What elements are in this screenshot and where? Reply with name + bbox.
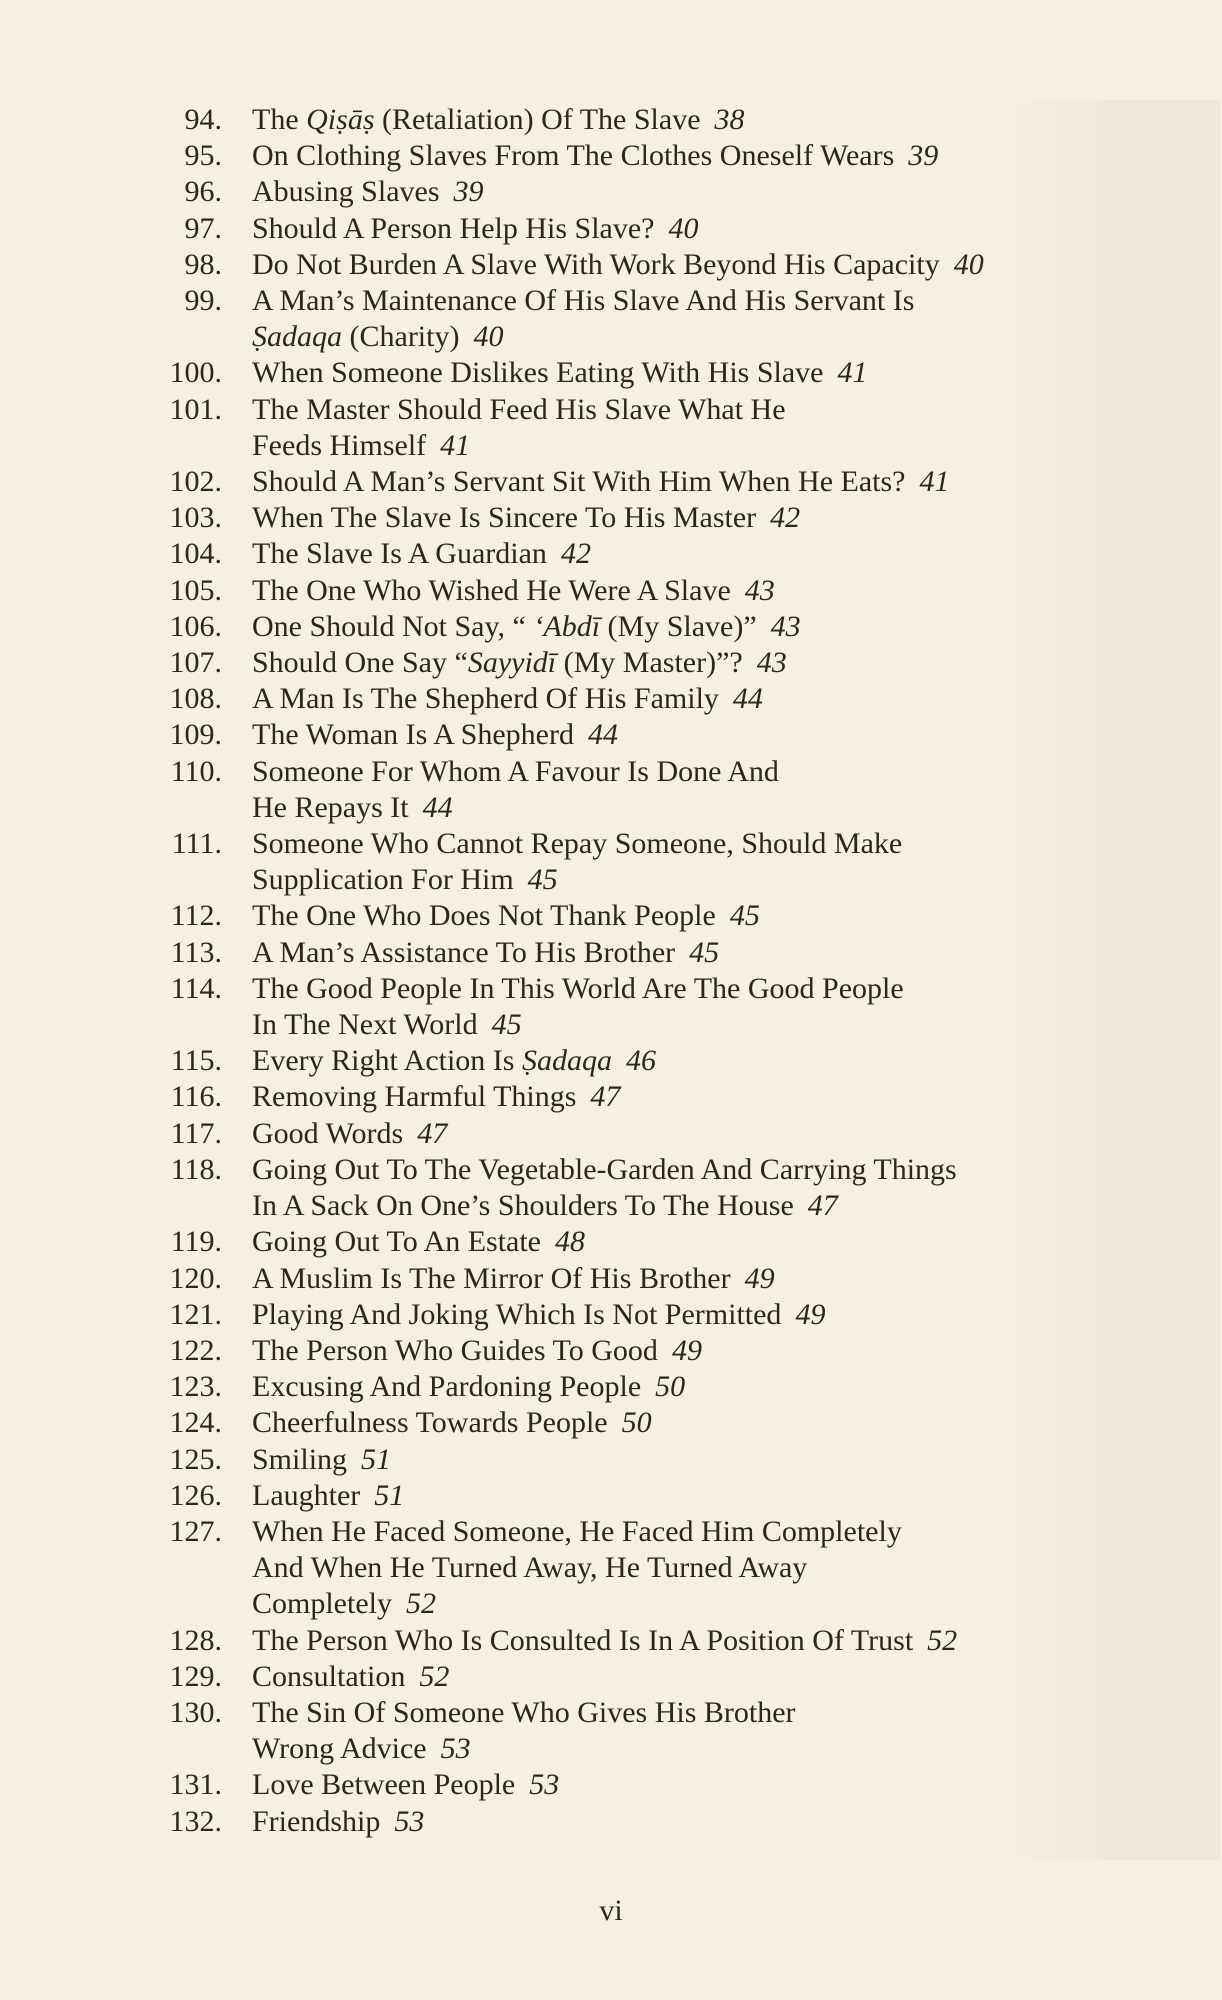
entry-number: 130.	[169, 1695, 222, 1729]
entry-title: Excusing And Pardoning People 50	[252, 1370, 686, 1404]
toc-entry	[0, 609, 1222, 645]
entry-page-number: 52	[419, 1659, 450, 1693]
entry-page-number: 40	[668, 211, 699, 245]
entry-number: 95.	[184, 139, 222, 173]
entry-page-number: 44	[732, 682, 763, 716]
toc-entry	[0, 1405, 1222, 1441]
entry-title: Friendship 53	[252, 1804, 425, 1838]
entry-title: Every Right Action Is Ṣadaqa 46	[252, 1044, 656, 1078]
entry-page-number: 52	[927, 1623, 958, 1657]
toc-entry	[0, 500, 1222, 536]
entry-page-number: 53	[440, 1732, 471, 1766]
toc-entry	[0, 573, 1222, 609]
entry-number: 131.	[169, 1768, 222, 1802]
entry-page-number: 49	[795, 1297, 826, 1331]
entry-page-number: 47	[417, 1116, 448, 1150]
entry-title: One Should Not Say, “ ‘Abdī (My Slave)” 43	[252, 609, 801, 643]
toc-entry	[0, 174, 1222, 210]
toc-entry	[0, 1659, 1222, 1695]
entry-title: Going Out To The Vegetable-Garden And Carrying Things In A Sack On One’s Shoulders To The House 47	[252, 1152, 957, 1223]
entry-page-number: 42	[770, 501, 801, 535]
entry-number: 125.	[169, 1442, 222, 1476]
entry-number: 119.	[170, 1225, 222, 1259]
toc-entry	[0, 1297, 1222, 1333]
entry-page-number: 43	[756, 646, 787, 680]
toc-entry	[0, 355, 1222, 391]
entry-page-number: 39	[453, 175, 484, 209]
toc-entry	[0, 392, 1222, 464]
entry-title: The Person Who Guides To Good 49	[252, 1333, 702, 1367]
entry-title: Love Between People 53	[252, 1768, 560, 1802]
entry-number: 127.	[169, 1514, 222, 1548]
entry-page-number: 50	[621, 1406, 652, 1440]
entry-page-number: 43	[770, 609, 801, 643]
toc-entry	[0, 247, 1222, 283]
entry-page-number: 52	[405, 1587, 436, 1621]
entry-title: The One Who Wished He Were A Slave 43	[252, 573, 775, 607]
entry-title: The Slave Is A Guardian 42	[252, 537, 591, 571]
toc-entry	[0, 1152, 1222, 1224]
entry-number: 115.	[170, 1044, 222, 1078]
entry-title: Smiling 51	[252, 1442, 392, 1476]
entry-title: The Woman Is A Shepherd 44	[252, 718, 618, 752]
entry-title: The Person Who Is Consulted Is In A Position Of Trust 52	[252, 1623, 958, 1657]
entry-title: Someone For Whom A Favour Is Done And He Repays It 44	[252, 754, 779, 824]
entry-page-number: 44	[422, 790, 453, 824]
entry-page-number: 41	[440, 428, 471, 462]
entry-number: 102.	[169, 465, 222, 499]
entry-title: Going Out To An Estate 48	[252, 1225, 585, 1259]
toc-entry	[0, 1514, 1222, 1623]
entry-title: When Someone Dislikes Eating With His Slave 41	[252, 356, 868, 390]
entry-title: Someone Who Cannot Repay Someone, Should Make Supplication For Him 45	[252, 827, 903, 897]
toc-entry	[0, 211, 1222, 247]
entry-title: Cheerfulness Towards People 50	[252, 1406, 652, 1440]
entry-number: 109.	[169, 718, 222, 752]
entry-page-number: 39	[908, 139, 939, 173]
entry-page-number: 45	[491, 1008, 522, 1042]
entry-title: Abusing Slaves 39	[252, 175, 484, 209]
entry-number: 104.	[169, 537, 222, 571]
toc-entry	[0, 1804, 1222, 1840]
entry-number: 96.	[184, 175, 222, 209]
entry-title: Should A Person Help His Slave? 40	[252, 211, 699, 245]
entry-number: 107.	[169, 646, 222, 680]
entry-page-number: 46	[625, 1044, 656, 1078]
entry-title: Good Words 47	[252, 1116, 448, 1150]
entry-title: When The Slave Is Sincere To His Master 42	[252, 501, 801, 535]
entry-title: When He Faced Someone, He Faced Him Completely And When He Turned Away, He Turned Away Completely 52	[252, 1514, 902, 1621]
entry-title: The Sin Of Someone Who Gives His Brother Wrong Advice 53	[252, 1695, 796, 1766]
toc-entry	[0, 1333, 1222, 1369]
entry-page-number: 51	[361, 1442, 392, 1476]
entry-number: 118.	[170, 1152, 222, 1186]
toc-entry	[0, 645, 1222, 681]
toc-entry	[0, 971, 1222, 1043]
toc-entry	[0, 1079, 1222, 1115]
entry-number: 126.	[169, 1478, 222, 1512]
toc-entry	[0, 681, 1222, 717]
entry-page-number: 41	[919, 465, 950, 499]
entry-number: 94.	[184, 103, 222, 136]
entry-page-number: 42	[560, 537, 591, 571]
entry-number: 113.	[170, 935, 222, 969]
toc-entry	[0, 1043, 1222, 1079]
toc-entry	[0, 898, 1222, 934]
entry-title: A Man’s Assistance To His Brother 45	[252, 935, 720, 969]
entry-number: 97.	[184, 211, 222, 245]
entry-number: 120.	[169, 1261, 222, 1295]
entry-page-number: 47	[590, 1080, 621, 1114]
entry-number: 117.	[170, 1116, 222, 1150]
entry-page-number: 49	[744, 1261, 775, 1295]
entry-title: On Clothing Slaves From The Clothes Oneself Wears 39	[252, 139, 939, 173]
entry-page-number: 38	[714, 103, 745, 136]
toc-entry	[0, 1442, 1222, 1478]
entry-number: 105.	[169, 573, 222, 607]
entry-page-number: 43	[744, 573, 775, 607]
toc-entry	[0, 1116, 1222, 1152]
entry-page-number: 50	[655, 1370, 686, 1404]
entry-title: Laughter 51	[252, 1478, 405, 1512]
entry-number: 124.	[169, 1406, 222, 1440]
toc-entry	[0, 464, 1222, 500]
entry-page-number: 40	[473, 320, 504, 354]
entry-number: 99.	[184, 284, 222, 318]
entry-number: 101.	[169, 392, 222, 426]
entry-number: 108.	[169, 682, 222, 716]
entry-number: 98.	[184, 247, 222, 281]
toc-entry	[0, 1478, 1222, 1514]
entry-number: 100.	[169, 356, 222, 390]
entry-page-number: 53	[394, 1804, 425, 1838]
entry-title: The Good People In This World Are The Good People In The Next World 45	[252, 971, 904, 1042]
entry-title: The Qiṣāṣ (Retaliation) Of The Slave 38	[252, 103, 745, 136]
entry-number: 132.	[169, 1804, 222, 1838]
toc-entry	[0, 1767, 1222, 1803]
entry-title: A Muslim Is The Mirror Of His Brother 49	[252, 1261, 775, 1295]
entry-page-number: 51	[374, 1478, 405, 1512]
toc-entry	[0, 1695, 1222, 1767]
entry-number: 122.	[169, 1333, 222, 1367]
entry-title: A Man Is The Shepherd Of His Family 44	[252, 682, 763, 716]
entry-page-number: 48	[555, 1225, 585, 1259]
entry-title: A Man’s Maintenance Of His Slave And His Servant Is Ṣadaqa (Charity) 40	[252, 284, 915, 354]
entry-title: Should One Say “Sayyidī (My Master)”? 43	[252, 646, 787, 680]
entry-title: Do Not Burden A Slave With Work Beyond His Capacity 40	[252, 247, 984, 281]
entry-title: Removing Harmful Things 47	[252, 1080, 621, 1114]
toc-entry	[0, 717, 1222, 753]
entry-title: Playing And Joking Which Is Not Permitted 49	[252, 1297, 826, 1331]
toc-entry	[0, 1369, 1222, 1405]
entry-number: 111.	[171, 827, 222, 861]
entry-page-number: 44	[588, 718, 618, 752]
entry-title: Should A Man’s Servant Sit With Him When He Eats? 41	[252, 465, 950, 499]
entry-page-number: 45	[689, 935, 720, 969]
toc-entry	[0, 1224, 1222, 1260]
entry-number: 123.	[169, 1370, 222, 1404]
toc-entry	[0, 754, 1222, 826]
entry-page-number: 40	[953, 247, 984, 281]
toc-entry	[0, 1623, 1222, 1659]
entry-title: The Master Should Feed His Slave What He Feeds Himself 41	[252, 392, 786, 462]
entry-number: 129.	[169, 1659, 222, 1693]
page-number: vi	[599, 1894, 623, 1927]
entry-page-number: 41	[837, 356, 868, 390]
toc-entry	[0, 826, 1222, 898]
entry-number: 103.	[169, 501, 222, 535]
toc-entry	[0, 283, 1222, 355]
entry-number: 114.	[170, 971, 222, 1005]
entry-number: 106.	[169, 609, 222, 643]
entry-number: 116.	[170, 1080, 222, 1114]
toc-entry	[0, 138, 1222, 174]
entry-page-number: 45	[729, 899, 760, 933]
toc-entry	[0, 1261, 1222, 1297]
toc-entry	[0, 102, 1222, 138]
entry-number: 112.	[170, 899, 222, 933]
entry-title: Consultation 52	[252, 1659, 450, 1693]
entry-number: 110.	[170, 754, 222, 788]
entry-page-number: 47	[807, 1189, 838, 1223]
entry-page-number: 53	[529, 1768, 560, 1802]
toc-entry	[0, 935, 1222, 971]
entry-number: 121.	[169, 1297, 222, 1331]
entry-title: The One Who Does Not Thank People 45	[252, 899, 760, 933]
entry-number: 128.	[169, 1623, 222, 1657]
entry-page-number: 49	[671, 1333, 702, 1367]
table-of-contents	[0, 102, 1222, 1840]
entry-page-number: 45	[527, 863, 558, 897]
toc-entry	[0, 536, 1222, 572]
